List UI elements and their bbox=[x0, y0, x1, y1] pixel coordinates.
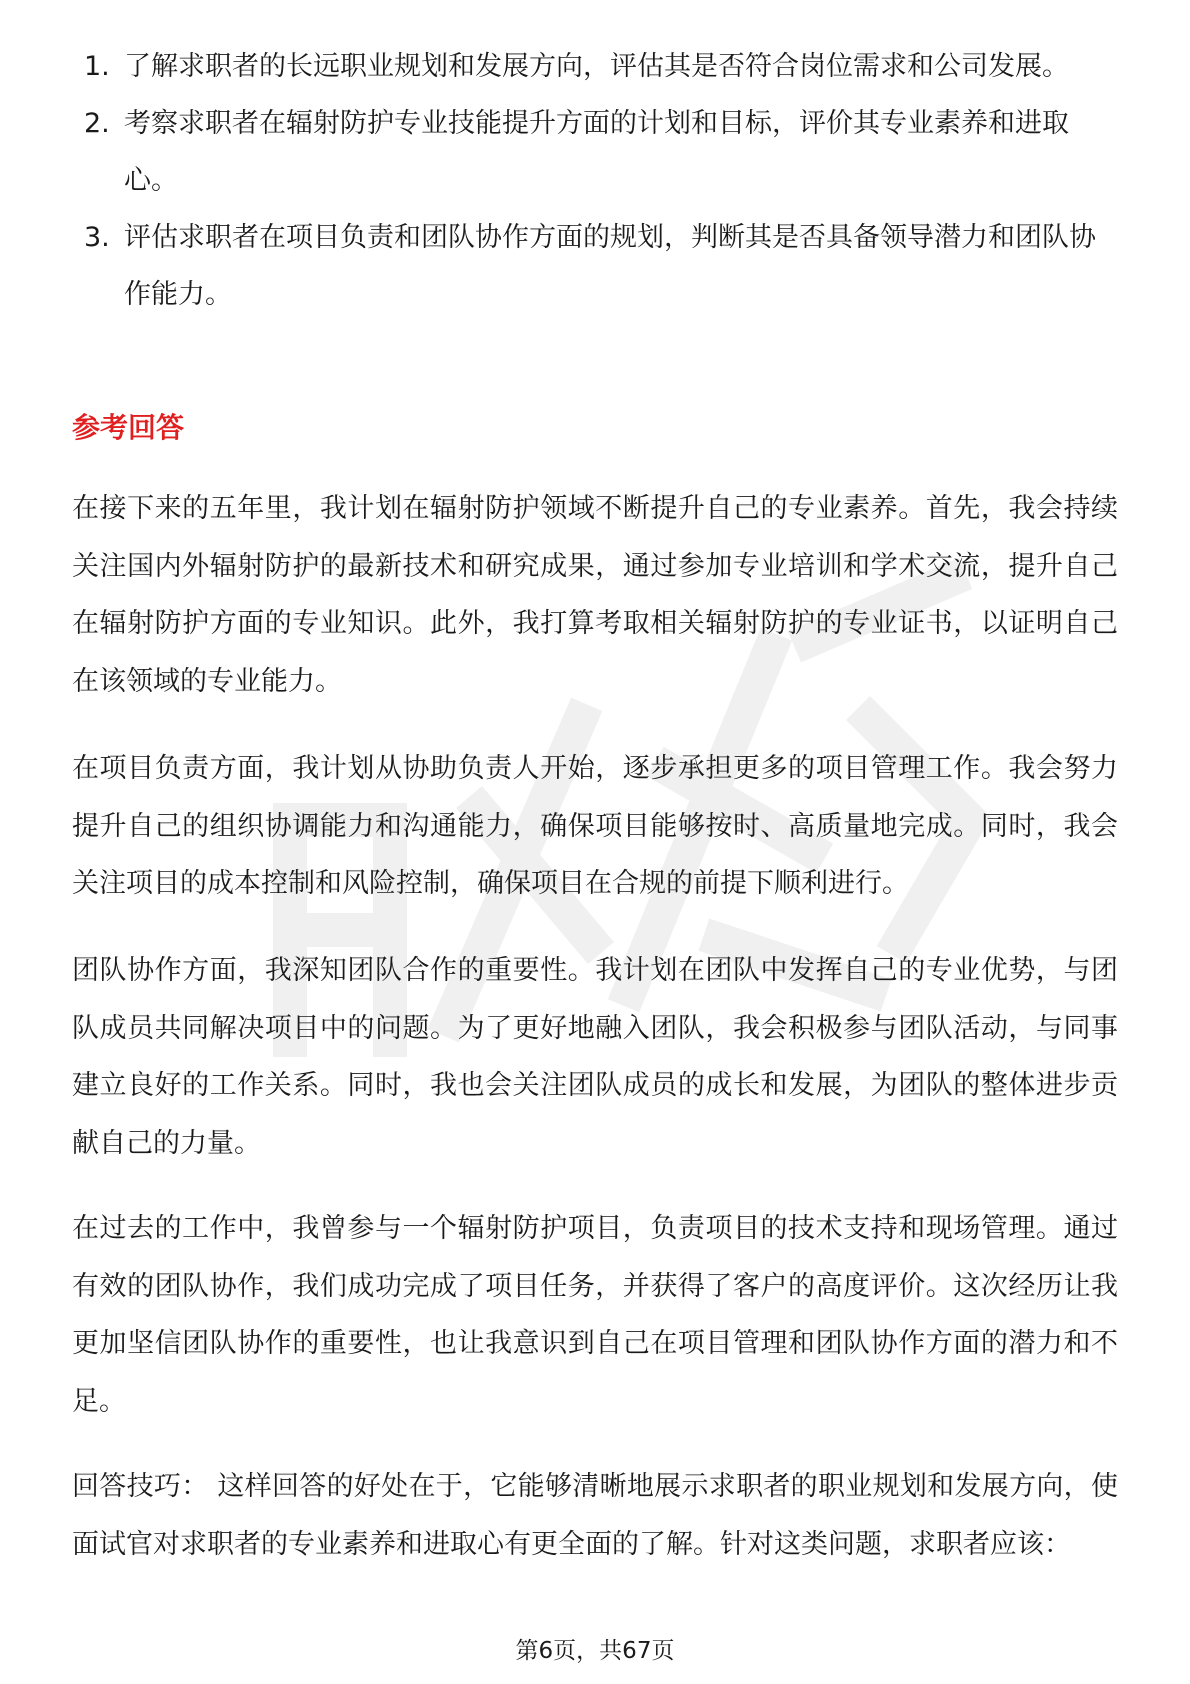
list-item-text: 了解求职者的长远职业规划和发展方向，评估其是否符合岗位需求和公司发展。 bbox=[124, 51, 1069, 82]
answer-paragraph: 在接下来的五年里，我计划在辐射防护领域不断提升自己的专业素养。首先，我会持续关注国内外辐射防护的最新技术和研究成果，通过参加专业培训和学术交流，提升自己在辐射防护方面的专业知识。此外，我打算考取相关辐射防护的专业证书，以证明自己在该领域的专业能力。 bbox=[72, 493, 1118, 697]
list-item-text: 考察求职者在辐射防护专业技能提升方面的计划和目标，评价其专业素养和进取心。 bbox=[124, 108, 1069, 196]
list-item-number: 1. bbox=[84, 51, 110, 82]
answer-tips-paragraph: 回答技巧： 这样回答的好处在于，它能够清晰地展示求职者的职业规划和发展方向，使面试官对求职者的专业素养和进取心有更全面的了解。针对这类问题，求职者应该： bbox=[72, 1471, 1118, 1560]
answer-paragraph: 在项目负责方面，我计划从协助负责人开始，逐步承担更多的项目管理工作。我会努力提升自己的组织协调能力和沟通能力，确保项目能够按时、高质量地完成。同时，我会关注项目的成本控制和风险控制，确保项目在合规的前提下顺利进行。 bbox=[72, 753, 1118, 899]
list-item-text: 评估求职者在项目负责和团队协作方面的规划，判断其是否具备领导潜力和团队协作能力。 bbox=[124, 222, 1096, 310]
list-item bbox=[72, 38, 1112, 95]
list-item-number: 3. bbox=[84, 222, 110, 253]
page-number-footer: 第6页，共67页 bbox=[515, 1638, 675, 1664]
question-purpose-list bbox=[72, 38, 1112, 323]
section-title: 参考回答 bbox=[72, 411, 185, 444]
list-item-number: 2. bbox=[84, 108, 110, 139]
list-item bbox=[72, 209, 1112, 323]
answer-paragraph: 在过去的工作中，我曾参与一个辐射防护项目，负责项目的技术支持和现场管理。通过有效的团队协作，我们成功完成了项目任务，并获得了客户的高度评价。这次经历让我更加坚信团队协作的重要性，也让我意识到自己在项目管理和团队协作方面的潜力和不足。 bbox=[72, 1213, 1118, 1417]
list-item bbox=[72, 95, 1112, 209]
answer-paragraph: 团队协作方面，我深知团队合作的重要性。我计划在团队中发挥自己的专业优势，与团队成员共同解决项目中的问题。为了更好地融入团队，我会积极参与团队活动，与同事建立良好的工作关系。同时，我也会关注团队成员的成长和发展，为团队的整体进步贡献自己的力量。 bbox=[72, 955, 1118, 1159]
